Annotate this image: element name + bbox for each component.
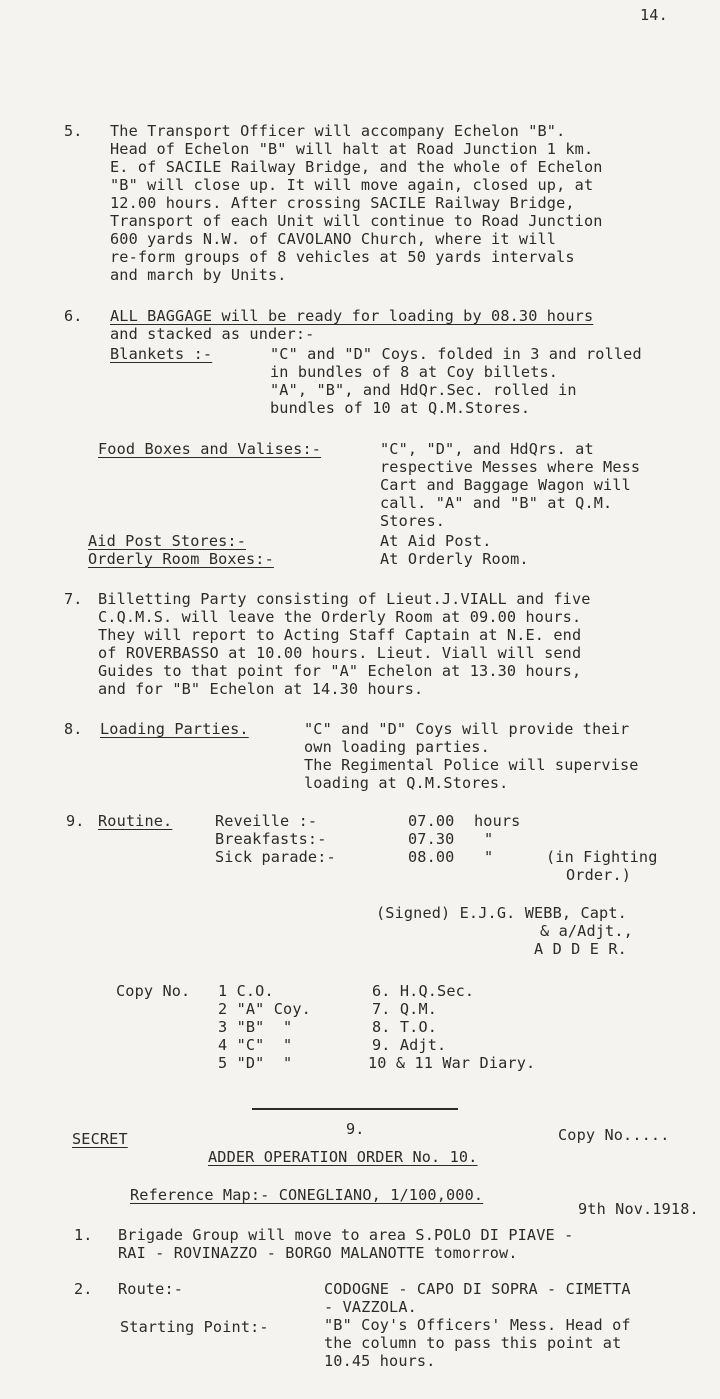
- text-line: "C", "D", and HdQrs. at: [380, 440, 594, 458]
- routine-unit: ": [484, 830, 494, 848]
- text-line: Brigade Group will move to area S.POLO DI PIAVE -: [118, 1226, 574, 1244]
- copy-entry: 4 "C" ": [218, 1036, 293, 1054]
- text-line: "B" will close up. It will move again, closed up, at: [110, 176, 594, 194]
- text-line: Head of Echelon "B" will halt at Road Junction 1 km.: [110, 140, 594, 158]
- text-line: C.Q.M.S. will leave the Orderly Room at 09.00 hours.: [98, 608, 582, 626]
- section-divider: [252, 1108, 458, 1110]
- routine-unit: hours: [474, 812, 521, 830]
- copy-entry: 5 "D" ": [218, 1054, 293, 1072]
- route-label: Route:-: [118, 1280, 184, 1298]
- routine-note: Order.): [566, 866, 632, 884]
- text-line: At Orderly Room.: [380, 550, 529, 568]
- copy-number: Copy No.....: [558, 1126, 670, 1144]
- routine-time: 07.00: [408, 812, 455, 830]
- text-line: the column to pass this point at: [324, 1334, 622, 1352]
- paragraph-number: 9.: [66, 812, 85, 830]
- routine-label: Reveille :-: [215, 812, 318, 830]
- order-date: 9th Nov.1918.: [578, 1200, 699, 1218]
- copy-entry: 10 & 11 War Diary.: [368, 1054, 536, 1072]
- copy-entry: 3 "B" ": [218, 1018, 293, 1036]
- signature-line: (Signed) E.J.G. WEBB, Capt.: [376, 904, 627, 922]
- starting-point-label: Starting Point:-: [120, 1318, 269, 1336]
- page-number-inline: 9.: [346, 1120, 365, 1138]
- text-line: and stacked as under:-: [110, 325, 315, 343]
- text-line: "A", "B", and HdQr.Sec. rolled in: [270, 381, 577, 399]
- text-line: in bundles of 8 at Coy billets.: [270, 363, 559, 381]
- text-line: call. "A" and "B" at Q.M.: [380, 494, 613, 512]
- copy-entry: 8. T.O.: [372, 1018, 438, 1036]
- copy-entry: 1 C.O.: [218, 982, 274, 1000]
- text-line: own loading parties.: [304, 738, 490, 756]
- page-number: 14.: [640, 6, 668, 24]
- paragraph-heading: Loading Parties.: [100, 720, 249, 738]
- paragraph-heading: ALL BAGGAGE will be ready for loading by 08.30 hours: [110, 307, 594, 325]
- text-line: 600 yards N.W. of CAVOLANO Church, where it will: [110, 230, 557, 248]
- signature-line: A D D E R.: [534, 940, 627, 958]
- reference-map: Reference Map:- CONEGLIANO, 1/100,000.: [130, 1186, 484, 1204]
- paragraph-heading: Routine.: [98, 812, 173, 830]
- copy-entry: 7. Q.M.: [372, 1000, 438, 1018]
- text-line: At Aid Post.: [380, 532, 492, 550]
- routine-label: Sick parade:-: [215, 848, 336, 866]
- signature-line: & a/Adjt.,: [540, 922, 633, 940]
- text-line: bundles of 10 at Q.M.Stores.: [270, 399, 531, 417]
- text-line: RAI - ROVINAZZO - BORGO MALANOTTE tomorrow.: [118, 1244, 518, 1262]
- orderly-room-label: Orderly Room Boxes:-: [88, 550, 274, 568]
- copy-entry: 6. H.Q.Sec.: [372, 982, 475, 1000]
- aid-post-label: Aid Post Stores:-: [88, 532, 246, 550]
- text-line: and for "B" Echelon at 14.30 hours.: [98, 680, 424, 698]
- text-line: Cart and Baggage Wagon will: [380, 476, 631, 494]
- text-line: respective Messes where Mess: [380, 458, 641, 476]
- text-line: and march by Units.: [110, 266, 287, 284]
- text-line: CODOGNE - CAPO DI SOPRA - CIMETTA: [324, 1280, 631, 1298]
- food-boxes-label: Food Boxes and Valises:-: [98, 440, 322, 458]
- routine-time: 07.30: [408, 830, 455, 848]
- text-line: re-form groups of 8 vehicles at 50 yards intervals: [110, 248, 575, 266]
- routine-note: (in Fighting: [546, 848, 658, 866]
- routine-time: 08.00: [408, 848, 455, 866]
- text-line: 10.45 hours.: [324, 1352, 436, 1370]
- text-line: Stores.: [380, 512, 446, 530]
- text-line: Guides to that point for "A" Echelon at 13.30 hours,: [98, 662, 582, 680]
- paragraph-number: 5.: [64, 122, 83, 140]
- paragraph-number: 7.: [64, 590, 83, 608]
- text-line: "B" Coy's Officers' Mess. Head of: [324, 1316, 631, 1334]
- text-line: Billetting Party consisting of Lieut.J.VIALL and five: [98, 590, 591, 608]
- text-line: They will report to Acting Staff Captain at N.E. end: [98, 626, 582, 644]
- secret-label: SECRET: [72, 1130, 128, 1148]
- blankets-label: Blankets :-: [110, 345, 213, 363]
- text-line: - VAZZOLA.: [324, 1298, 417, 1316]
- copy-entry: 2 "A" Coy.: [218, 1000, 311, 1018]
- text-line: E. of SACILE Railway Bridge, and the whole of Echelon: [110, 158, 603, 176]
- copy-no-label: Copy No.: [116, 982, 191, 1000]
- text-line: The Transport Officer will accompany Echelon "B".: [110, 122, 566, 140]
- text-line: Transport of each Unit will continue to Road Junction: [110, 212, 603, 230]
- routine-label: Breakfasts:-: [215, 830, 327, 848]
- text-line: 12.00 hours. After crossing SACILE Railway Bridge,: [110, 194, 575, 212]
- order-title: ADDER OPERATION ORDER No. 10.: [208, 1148, 478, 1166]
- text-line: loading at Q.M.Stores.: [304, 774, 509, 792]
- text-line: of ROVERBASSO at 10.00 hours. Lieut. Viall will send: [98, 644, 582, 662]
- copy-entry: 9. Adjt.: [372, 1036, 447, 1054]
- text-line: "C" and "D" Coys. folded in 3 and rolled: [270, 345, 642, 363]
- paragraph-number: 2.: [74, 1280, 93, 1298]
- paragraph-number: 8.: [64, 720, 83, 738]
- text-line: The Regimental Police will supervise: [304, 756, 639, 774]
- text-line: "C" and "D" Coys will provide their: [304, 720, 630, 738]
- paragraph-number: 6.: [64, 307, 83, 325]
- paragraph-number: 1.: [74, 1226, 93, 1244]
- routine-unit: ": [484, 848, 494, 866]
